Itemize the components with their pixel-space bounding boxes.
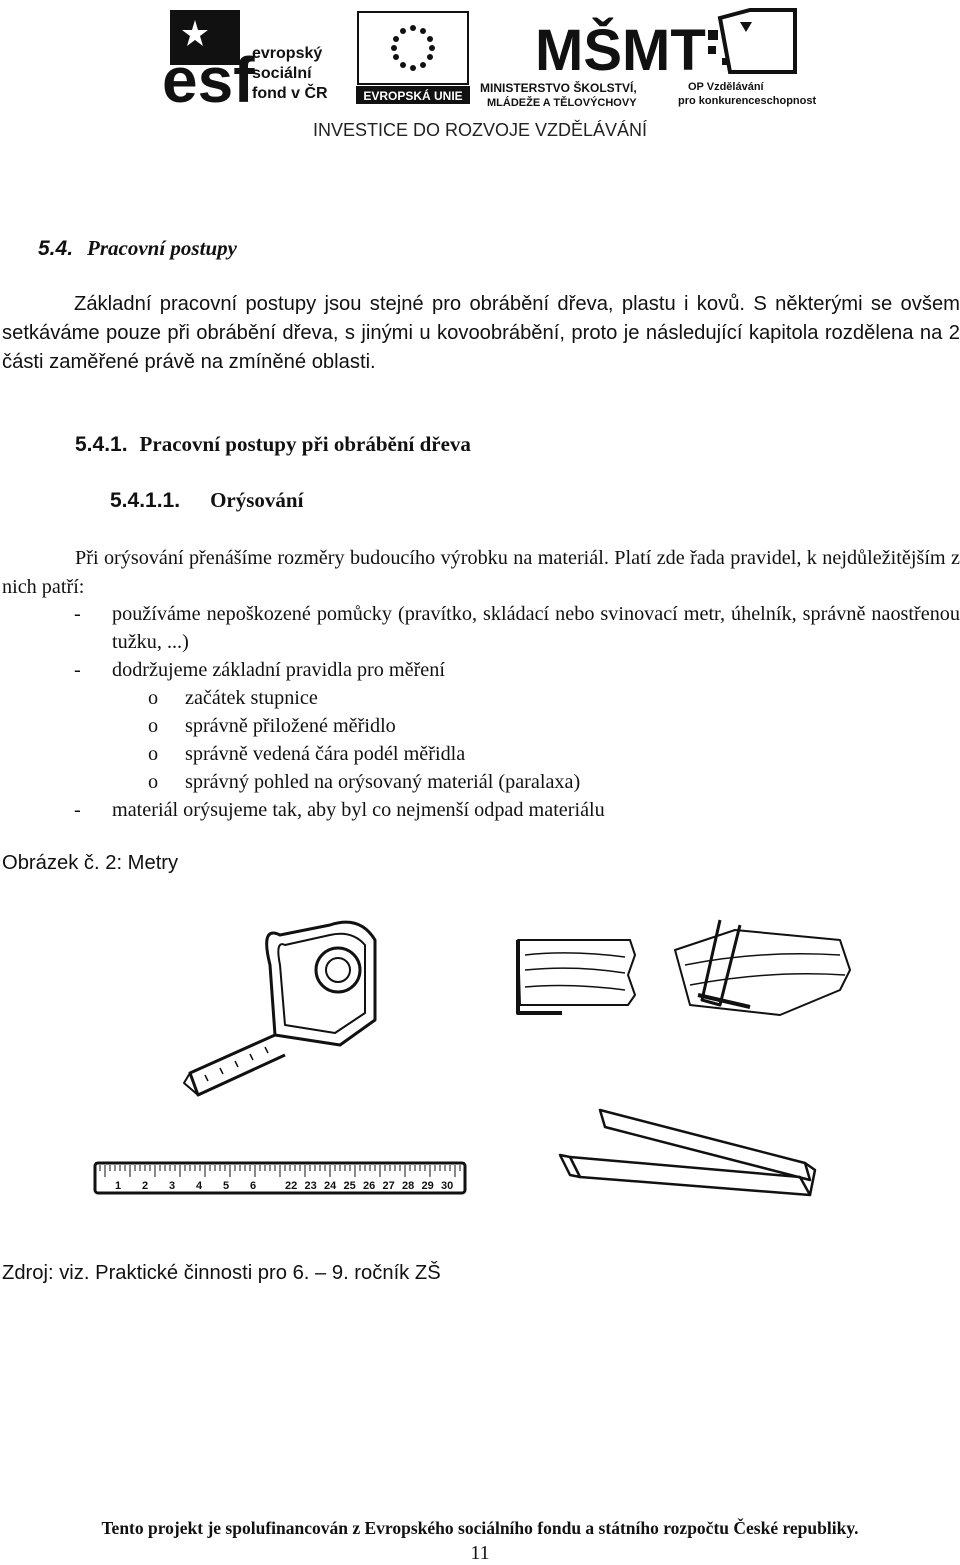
op-line-2: pro konkurenceschopnost — [678, 95, 817, 107]
ruler-ticks — [100, 1165, 460, 1177]
rules-list — [2, 600, 960, 840]
msmt-letters: MŠMT — [535, 18, 706, 83]
list-dash: - — [74, 799, 81, 821]
sublist-item: správný pohled na orýsovaný materiál (paralaxa) — [185, 771, 581, 793]
banner-text: INVESTICE DO ROZVOJE VZDĚLÁVÁNÍ — [312, 120, 648, 140]
eu-caption: EVROPSKÁ UNIE — [363, 89, 463, 103]
sublist-item: správně přiložené měřidlo — [185, 715, 396, 737]
ruler-number: 27 — [382, 1180, 395, 1192]
sublist-item: začátek stupnice — [185, 687, 318, 709]
section-number: 5.4. — [38, 237, 74, 260]
list-item: používáme nepoškozené pomůcky (pravítko, skládací nebo svinovací metr, úhelník, správně naostřenou tužku, ...) — [112, 603, 960, 653]
ruler-number: 2 — [142, 1180, 149, 1192]
page-number: 11 — [470, 1542, 490, 1564]
header-logos — [140, 0, 820, 150]
esf-line-2: sociální — [252, 65, 312, 82]
subsubsection-title: Orýsování — [210, 488, 304, 512]
ruler-number: 29 — [421, 1180, 434, 1192]
ruler-number: 5 — [223, 1180, 230, 1192]
list-dash: - — [74, 603, 81, 625]
square-on-board-icon — [518, 920, 850, 1015]
ruler-number: 23 — [304, 1180, 317, 1192]
ruler-number: 26 — [363, 1180, 376, 1192]
eu-logo — [356, 12, 470, 104]
folding-rule-icon — [560, 1110, 815, 1195]
tape-measure-icon — [184, 922, 375, 1095]
ruler-number: 3 — [169, 1180, 176, 1192]
sublist-bullet: o — [148, 715, 159, 737]
meters-illustration — [80, 895, 940, 1230]
ruler-number: 24 — [324, 1180, 337, 1192]
ruler-number: 28 — [402, 1180, 415, 1192]
esf-line-3: fond v ČR — [252, 85, 328, 102]
sublist-bullet: o — [148, 771, 159, 793]
esf-line-1: evropský — [252, 45, 323, 62]
ruler-number: 4 — [196, 1180, 203, 1192]
sublist-bullet: o — [148, 687, 159, 709]
ruler-number: 30 — [441, 1180, 454, 1192]
ruler-labels — [115, 1180, 453, 1192]
esf-logo — [162, 10, 328, 116]
footer-text: Tento projekt je spolufinancován z Evropského sociálního fondu a státního rozpočtu České republiky. — [101, 1518, 859, 1538]
esf-letters: esf — [162, 44, 255, 116]
msmt-logo — [480, 18, 706, 109]
intro-paragraph — [2, 290, 960, 377]
ruler-number: 22 — [285, 1180, 298, 1192]
ruler-number: 1 — [115, 1180, 122, 1192]
logo-strip — [140, 0, 820, 150]
list-item: dodržujeme základní pravidla pro měření — [112, 659, 445, 681]
subsubsection-heading — [110, 488, 303, 513]
figure-source: Zdroj: viz. Praktické činnosti pro 6. – 9. ročník ZŠ — [2, 1262, 441, 1284]
list-item: materiál orýsujeme tak, aby byl co nejmenší odpad materiálu — [112, 799, 605, 821]
section-title: Pracovní postupy — [87, 236, 237, 260]
subsection-number: 5.4.1. — [75, 433, 128, 456]
figure-caption: Obrázek č. 2: Metry — [2, 852, 179, 874]
ruler-number: 25 — [343, 1180, 356, 1192]
intro-text: Základní pracovní postupy jsou stejné pro obrábění dřeva, plastu i kovů. S některými se ovšem setkáváme pouze při obrábění dřeva, s jinými u kovoobrábění, proto je následující kapitola rozdělena na 2 části zaměřené právě na zmíněné oblasti. — [2, 293, 960, 373]
sublist-bullet: o — [148, 743, 159, 765]
subsection-heading — [75, 432, 471, 457]
ruler-number: 6 — [250, 1180, 257, 1192]
list-dash: - — [74, 659, 81, 681]
op-line-1: OP Vzdělávání — [688, 81, 764, 93]
figure-meters — [80, 895, 940, 1230]
sublist-item: správně vedená čára podél měřidla — [185, 743, 466, 765]
msmt-line-2: MLÁDEŽE A TĚLOVÝCHOVY — [487, 97, 637, 109]
msmt-line-1: MINISTERSTVO ŠKOLSTVÍ, — [480, 81, 637, 95]
body-paragraph-text: Při orýsování přenášíme rozměry budoucího výrobku na materiál. Platí zde řada pravidel, k nejdůležitějším z nich patří: — [2, 547, 960, 598]
subsubsection-number: 5.4.1.1. — [110, 489, 181, 512]
subsection-title: Pracovní postupy při obrábění dřeva — [139, 432, 471, 456]
body-paragraph — [2, 544, 960, 602]
section-heading — [38, 236, 237, 261]
